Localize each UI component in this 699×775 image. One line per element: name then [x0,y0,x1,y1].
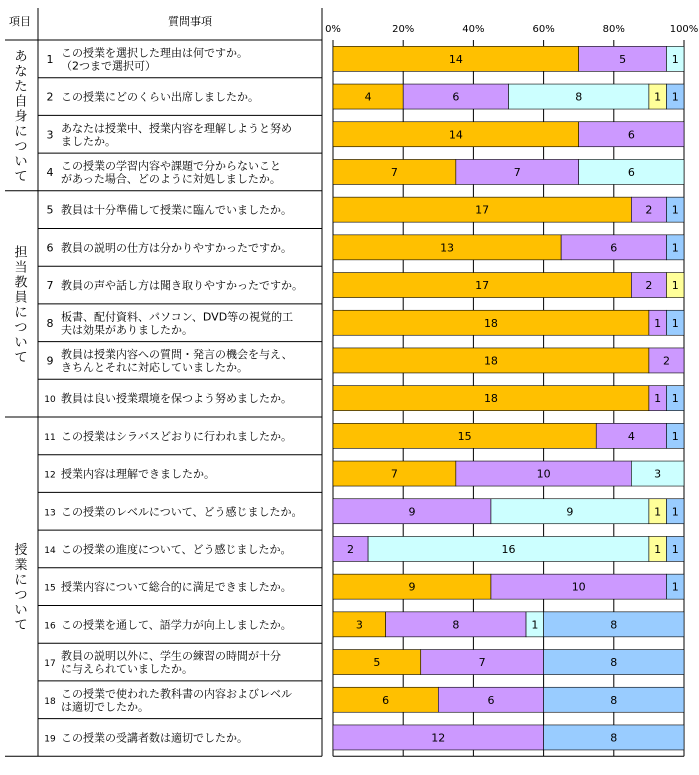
question-row [44,467,215,481]
bar-label: 1 [654,505,662,519]
bar-label: 5 [373,656,381,670]
bar-row [333,536,684,561]
bar-label: 1 [654,90,662,104]
bar-label: 16 [501,542,516,556]
question-text: 教員は良い授業環境を保つよう努めましたか。 [61,392,292,406]
question-row [44,542,291,556]
bar-label: 13 [440,241,455,255]
bar-label: 14 [448,128,463,142]
question-row [47,203,293,217]
bar-label: 15 [457,429,472,443]
bar-label: 8 [610,618,618,632]
bar-label: 9 [566,505,574,519]
question-number: 11 [44,432,56,443]
bar-label: 8 [610,731,618,745]
section-title-char: な [14,64,28,80]
bar-label: 2 [347,542,355,556]
bar-label: 1 [671,505,679,519]
section-title-char: 教 [14,275,28,291]
question-text: 教員は授業内容への質問・発言の機会を与え、 [61,347,293,361]
question-text: この授業で使われた教科書の内容およびレベル [61,687,292,701]
bar-label: 1 [654,392,662,406]
question-text: 教員は十分準備して授業に臨んでいましたか。 [61,203,292,217]
question-text: があった場合、どのように対処しましたか。 [61,172,281,186]
bar-label: 1 [671,279,679,293]
question-number: 17 [44,659,56,670]
bar-row [333,574,684,599]
bar-row [333,235,684,260]
question-row [44,617,292,631]
bar-label: 8 [610,656,618,670]
x-tick-label: 60% [532,24,555,35]
question-text: ましたか。 [61,134,116,148]
question-number: 4 [46,165,54,179]
question-row [47,121,293,148]
question-row [47,90,260,104]
question-text: きちんとそれに対応していましたか。 [61,360,248,374]
bar-row [333,386,684,411]
section-title-char: 業 [14,558,28,574]
bar-row [333,197,684,222]
bar-row [333,650,684,675]
bar-label: 1 [671,392,679,406]
question-number: 16 [44,621,56,632]
bar-row [333,687,684,712]
bar-label: 10 [571,580,586,594]
question-row [44,504,302,518]
question-row [44,649,281,676]
section-title [14,542,27,633]
bar-label: 7 [390,467,398,481]
question-text: は適切でしたか。 [61,700,149,714]
question-text: 夫は効果がありましたか。 [61,323,193,337]
question-text: この授業の受講者数は適切でしたか。 [61,731,248,745]
section-title-char: つ [14,588,28,604]
bar-label: 6 [627,128,635,142]
bar-row [333,612,684,637]
bar-label: 1 [671,580,679,594]
section-title-char: 担 [14,245,28,261]
bar-label: 6 [487,693,495,707]
bar-row [333,499,684,524]
bar-label: 8 [610,693,618,707]
question-row [47,45,249,72]
question-number: 9 [46,354,54,368]
bar-row [333,122,684,147]
bar-label: 1 [671,429,679,443]
question-number: 10 [44,395,56,406]
question-number: 15 [44,583,56,594]
bar-label: 3 [355,618,363,632]
question-text: に与えられていましたか。 [61,662,193,676]
question-text: 教員の声や話し方は聞き取りやすかったですか。 [61,279,303,293]
bar-label: 8 [452,618,460,632]
question-number: 12 [44,470,56,481]
header-question: 質問事項 [168,15,212,28]
question-row [47,278,304,292]
question-row [47,309,294,336]
question-row [44,391,292,405]
section-title-char: に [14,573,28,589]
section-title-char: つ [14,139,28,155]
question-row [47,158,282,185]
section-title [14,49,27,184]
section-title-char: 自 [14,94,28,110]
bar-label: 1 [671,90,679,104]
question-row [44,730,248,744]
section-title [14,244,27,365]
question-text: この授業のレベルについて、どう感じましたか。 [61,505,303,519]
bar-label: 2 [662,354,670,368]
question-row [47,347,293,374]
bar-label: 1 [531,618,539,632]
question-number: 5 [46,203,54,217]
section-title-char: い [14,154,28,170]
bar-row [333,725,684,750]
bar-label: 17 [475,203,490,217]
bar-row [333,46,684,71]
question-text: 授業内容について総合的に満足できましたか。 [61,580,292,594]
question-number: 18 [44,696,56,707]
question-text: 授業内容は理解できましたか。 [61,467,215,481]
question-row [44,686,292,713]
section-title-char: 当 [14,260,28,276]
section-title-char: に [14,305,28,321]
bar-label: 1 [671,542,679,556]
bar-label: 7 [390,165,398,179]
question-number: 14 [44,545,56,556]
bar-label: 6 [452,90,460,104]
section-title-char: い [14,603,28,619]
bar-label: 3 [654,467,662,481]
section-title-char: て [14,169,28,185]
bar-label: 2 [645,203,653,217]
section-title-char: た [14,79,28,95]
x-tick-label: 20% [392,24,415,35]
bar-label: 10 [536,467,551,481]
bar-row [333,273,684,298]
question-number: 8 [46,316,54,330]
bar-label: 14 [448,52,463,66]
question-text: この授業の学習内容や課題で分からないこと [61,159,281,173]
question-text: この授業にどのくらい出席しましたか。 [61,90,259,104]
bar-label: 12 [431,731,446,745]
x-tick-label: 40% [462,24,485,35]
bar-row [333,84,684,109]
question-number: 1 [46,52,54,66]
bar-label: 1 [671,241,679,255]
bar-label: 1 [654,316,662,330]
bar-row [333,461,684,486]
question-text: この授業を選択した理由は何ですか。 [61,46,248,60]
question-text: この授業はシラバスどおりに行われましたか。 [61,429,292,443]
section-title-char: 身 [14,109,28,125]
bar-label: 9 [408,580,416,594]
question-text: （2つまで選択可） [61,59,156,73]
section-title-char: あ [14,49,28,65]
bar-label: 5 [619,52,627,66]
question-number: 2 [46,90,54,104]
question-row [47,240,293,254]
question-text: この授業を通して、語学力が向上しましたか。 [61,618,292,632]
section-title-char: つ [14,320,28,336]
question-text: 板書、配付資料、パソコン、DVD等の視覚的工 [61,310,294,324]
bar-label: 1 [671,52,679,66]
question-row [44,580,292,594]
bar-row [333,423,684,448]
question-text: あなたは授業中、授業内容を理解しようと努め [61,121,292,135]
x-tick-label: 100% [669,24,699,35]
question-number: 3 [46,128,54,142]
bar-label: 1 [654,542,662,556]
header-item: 項目 [9,15,31,28]
bar-label: 9 [408,505,416,519]
bar-label: 1 [671,316,679,330]
section-title-char: い [14,335,28,351]
bar-label: 6 [627,165,635,179]
question-number: 13 [44,508,56,519]
question-number: 7 [46,279,54,293]
question-number: 19 [44,734,56,745]
bar-label: 18 [483,316,498,330]
section-title-char: て [14,350,28,366]
bar-label: 6 [382,693,390,707]
bar-label: 6 [610,241,618,255]
question-number: 6 [46,241,54,255]
question-row [44,429,292,443]
bar-label: 18 [483,392,498,406]
bar-label: 4 [364,90,372,104]
bar-row [333,348,684,373]
section-title-char: 員 [14,290,28,306]
bar-row [333,159,684,184]
question-text: この授業の進度について、どう感じましたか。 [61,542,292,556]
bar-label: 17 [475,279,490,293]
bar-row [333,310,684,335]
bar-label: 1 [671,203,679,217]
question-text: 教員の説明の仕方は分かりやすかったですか。 [61,241,292,255]
question-text: 教員の説明以外に、学生の練習の時間が十分 [61,649,281,663]
section-title-char: に [14,124,28,140]
section-title-char: て [14,618,28,634]
x-tick-label: 0% [325,24,341,35]
bar-label: 2 [645,279,653,293]
bar-label: 7 [513,165,521,179]
x-tick-label: 80% [602,24,625,35]
bar-label: 4 [627,429,635,443]
bar-label: 18 [483,354,498,368]
bar-label: 8 [575,90,583,104]
section-title-char: 授 [14,543,28,559]
bar-label: 7 [478,656,486,670]
